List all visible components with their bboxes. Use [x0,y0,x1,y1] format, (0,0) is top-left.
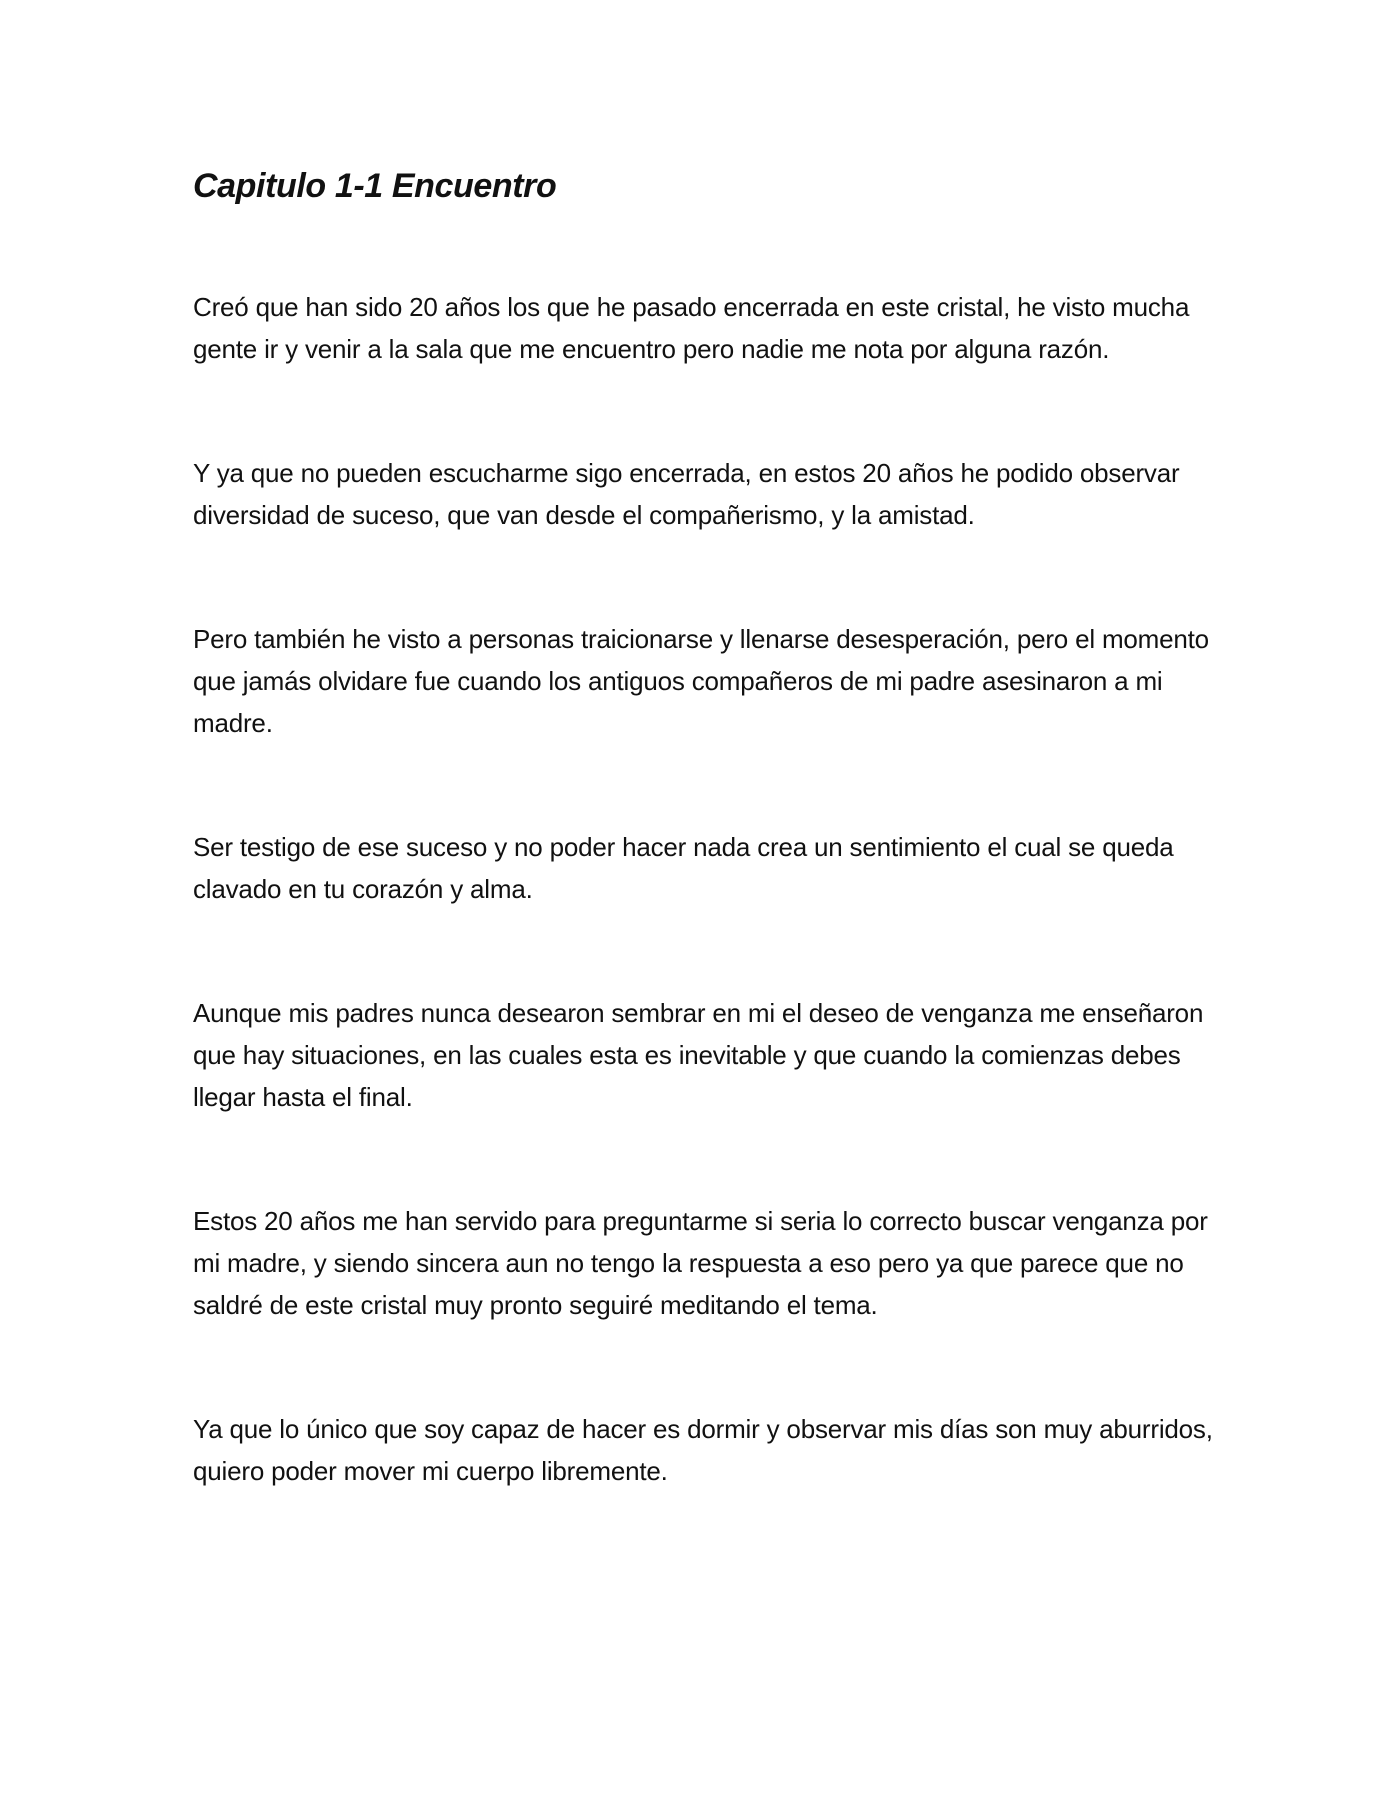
paragraph: Pero también he visto a personas traicionarse y llenarse desesperación, pero el momento que jamás olvidare fue cuando los antiguos compañeros de mi padre asesinaron a mi madre. [193,624,1209,738]
paragraph: Creó que han sido 20 años los que he pasado encerrada en este cristal, he visto mucha gente ir y venir a la sala que me encuentro pero nadie me nota por alguna razón. [193,292,1190,364]
paragraph: Ya que lo único que soy capaz de hacer es dormir y observar mis días son muy aburridos, quiero poder mover mi cuerpo libremente. [193,1414,1213,1486]
document-body [193,160,1223,1492]
paragraph: Ser testigo de ese suceso y no poder hacer nada crea un sentimiento el cual se queda clavado en tu corazón y alma. [193,832,1174,904]
chapter-title: Capitulo 1-1 Encuentro [193,167,557,205]
paragraph: Y ya que no pueden escucharme sigo encerrada, en estos 20 años he podido observar diversidad de suceso, que van desde el compañerismo, y la amistad. [193,458,1180,530]
paragraph: Estos 20 años me han servido para preguntarme si seria lo correcto buscar venganza por mi madre, y siendo sincera aun no tengo la respuesta a eso pero ya que parece que no saldré de este cristal muy pronto seguiré meditando el tema. [193,1206,1208,1320]
paragraph: Aunque mis padres nunca desearon sembrar en mi el deseo de venganza me enseñaron que hay situaciones, en las cuales esta es inevitable y que cuando la comienzas debes llegar hasta el final. [193,998,1204,1112]
